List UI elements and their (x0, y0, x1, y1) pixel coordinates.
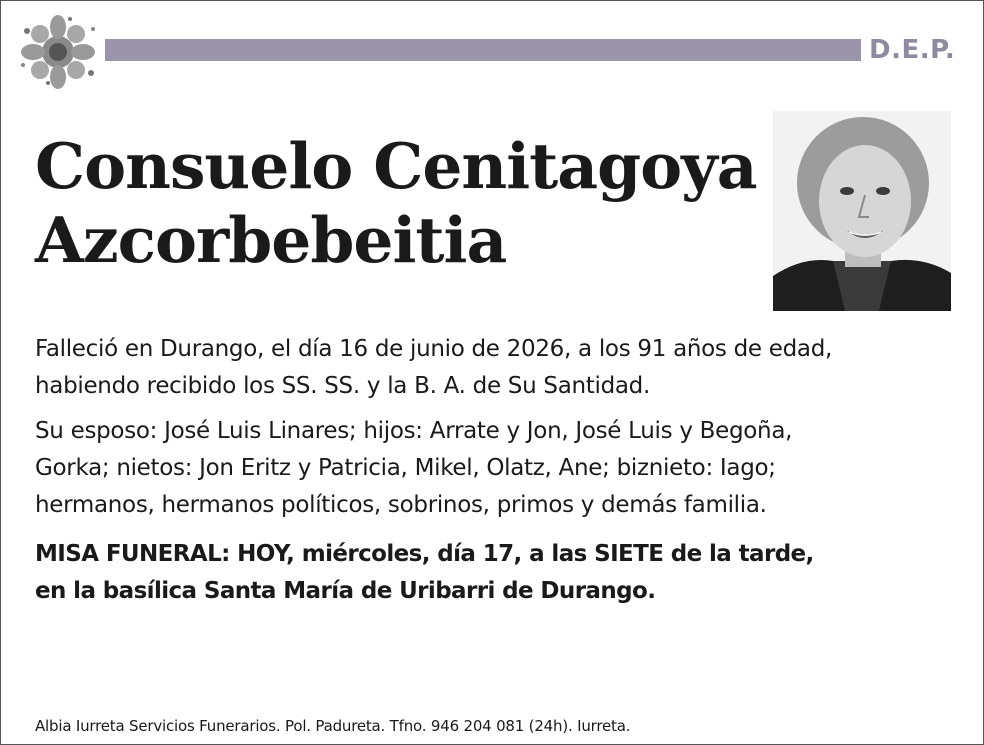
header-bar (105, 39, 861, 61)
flower-ornament-icon (15, 13, 101, 91)
deceased-name (35, 129, 755, 277)
portrait-photo (773, 111, 951, 311)
funeral-line-2: en la basílica Santa María de Uribarri de Durango. (35, 578, 656, 604)
funeral-mass-paragraph (35, 536, 955, 610)
notice-line-1: Falleció en Durango, el día 16 de junio de 2026, a los 91 años de edad, (35, 336, 833, 362)
name-line-2: Azcorbebeitia (35, 203, 507, 277)
notice-line-2: habiendo recibido los SS. SS. y la B. A. de Su Santidad. (35, 373, 650, 399)
death-notice-paragraph (35, 331, 955, 405)
family-line-1: Su esposo: José Luis Linares; hijos: Arrate y Jon, José Luis y Begoña, (35, 418, 793, 444)
dep-mark: D.E.P. (869, 35, 956, 65)
family-line-2: Gorka; nietos: Jon Eritz y Patricia, Mikel, Olatz, Ane; biznieto: Iago; (35, 455, 776, 481)
family-paragraph (35, 413, 955, 524)
name-line-1: Consuelo Cenitagoya (35, 129, 757, 203)
funeral-line-1: MISA FUNERAL: HOY, miércoles, día 17, a las SIETE de la tarde, (35, 541, 814, 567)
family-line-3: hermanos, hermanos políticos, sobrinos, primos y demás familia. (35, 492, 767, 518)
funeral-home-footer: Albia Iurreta Servicios Funerarios. Pol. Padureta. Tfno. 946 204 081 (24h). Iurreta. (35, 717, 631, 735)
